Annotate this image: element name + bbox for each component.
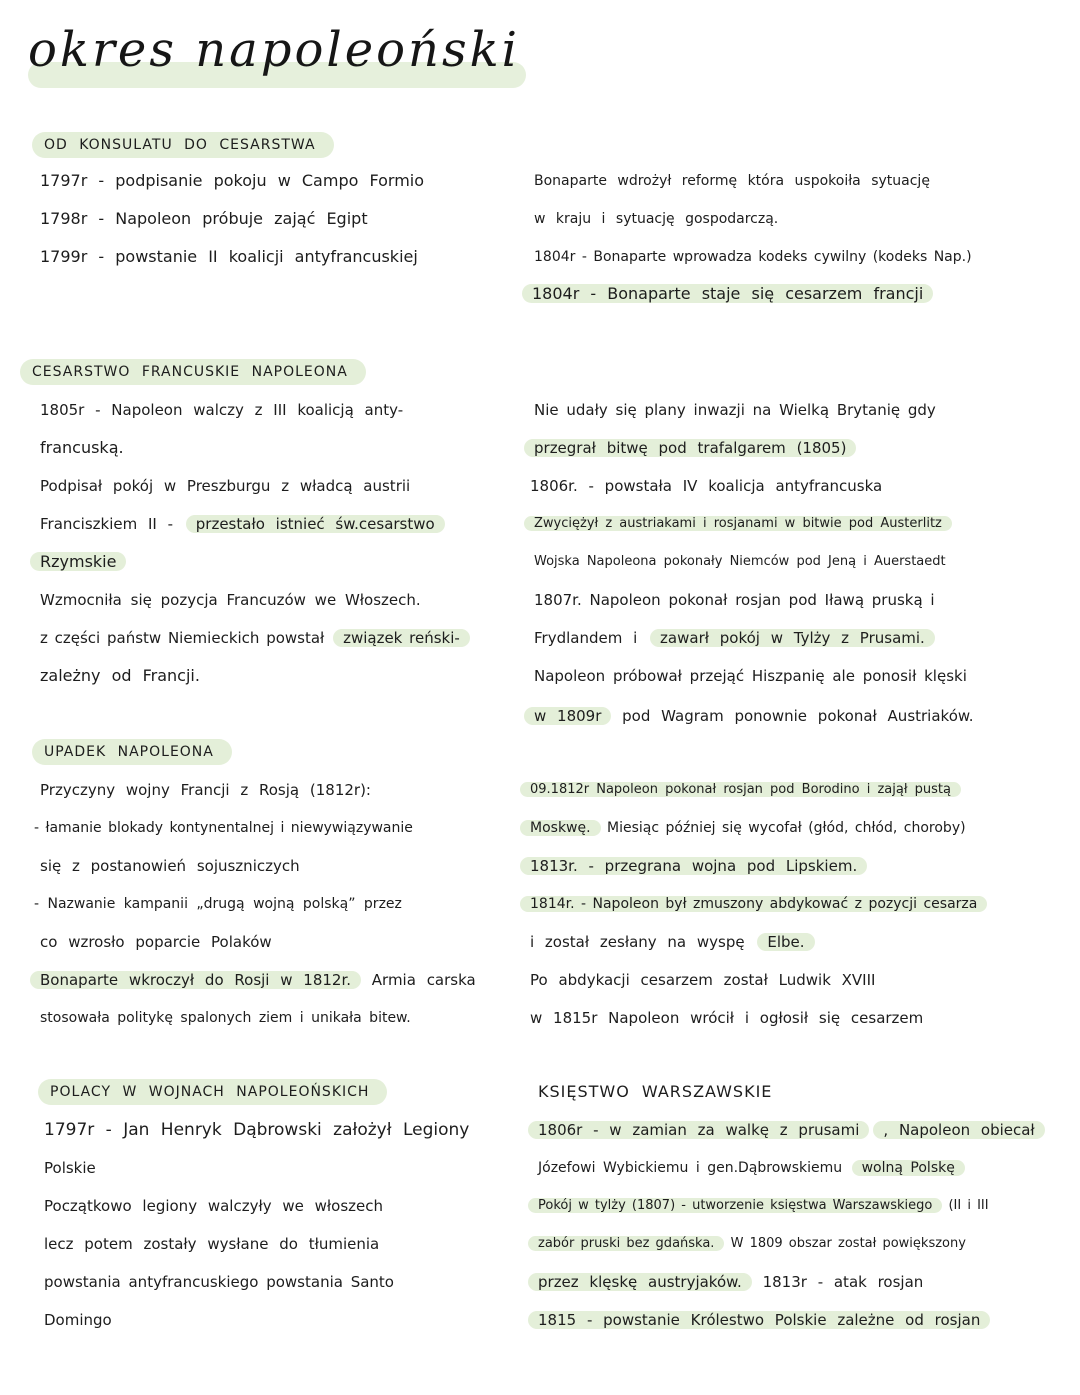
note-line: Wojska Napoleona pokonały Niemców pod Jeną i Auerstaedt: [534, 554, 946, 569]
note-line-highlighted: 1804r - Bonaparte staje się cesarzem francji: [532, 281, 933, 307]
note-line-highlighted: 1815 - powstanie Królestwo Polskie zależne od rosjan: [538, 1307, 990, 1333]
note-line: Wzmocniła się pozycja Francuzów we Włoszech.: [40, 591, 421, 609]
note-line: 1797r - podpisanie pokoju w Campo Formio: [40, 171, 425, 190]
note-line: w 1815r Napoleon wrócił i ogłosił się cesarzem: [530, 1009, 924, 1027]
note-line-highlighted: 1813r. - przegrana wojna pod Lipskiem.: [530, 853, 867, 879]
note-line: Franciszkiem II - przestało istnieć św.cesarstwo: [40, 511, 445, 537]
section-heading-fall: UPADEK NAPOLEONA: [32, 739, 232, 765]
note-line: 1799r - powstanie II koalicji antyfrancuskiej: [40, 247, 418, 266]
note-line: Podpisał pokój w Preszburgu z władcą austrii: [40, 477, 411, 495]
section-heading-poles: POLACY W WOJNACH NAPOLEOŃSKICH: [38, 1079, 387, 1105]
note-line: 1806r - w zamian za walkę z prusami , Napoleon obiecał: [538, 1117, 1045, 1143]
note-line: 1798r - Napoleon próbuje zająć Egipt: [40, 209, 368, 228]
note-line: - łamanie blokady kontynentalnej i niewywiązywanie: [34, 820, 413, 836]
note-line-highlighted: przegrał bitwę pod trafalgarem (1805): [534, 435, 856, 461]
note-line: Domingo: [44, 1311, 112, 1329]
note-line: 1807r. Napoleon pokonał rosjan pod Iławą pruską i: [534, 591, 935, 609]
note-line: Bonaparte wdrożył reformę która uspokoiła sytuację: [534, 173, 930, 189]
note-line: i został zesłany na wyspę Elbe.: [530, 929, 815, 955]
note-line: lecz potem zostały wysłane do tłumienia: [44, 1235, 380, 1253]
note-line: 1806r. - powstała IV koalicja antyfrancuska: [530, 477, 883, 495]
note-line: Moskwę. Miesiąc później się wycofał (głód, chłód, choroby): [530, 815, 966, 841]
note-line: Pokój w tylży (1807) - utworzenie księstwa Warszawskiego (II i III: [538, 1193, 989, 1219]
note-line: - Nazwanie kampanii „drugą wojną polską” przez: [34, 896, 402, 912]
note-line: Nie udały się plany inwazji na Wielką Brytanię gdy: [534, 401, 936, 419]
note-line: 1805r - Napoleon walczy z III koalicją anty-: [40, 401, 404, 419]
note-line: Napoleon próbował przejąć Hiszpanię ale ponosił klęski: [534, 667, 967, 685]
note-line: się z postanowień sojuszniczych: [40, 857, 300, 875]
note-line: Przyczyny wojny Francji z Rosją (1812r):: [40, 781, 371, 799]
note-line: w kraju i sytuację gospodarczą.: [534, 211, 779, 227]
note-line: Po abdykacji cesarzem został Ludwik XVIII: [530, 971, 876, 989]
note-line: zależny od Francji.: [40, 666, 200, 685]
note-line-highlighted: 09.1812r Napoleon pokonał rosjan pod Borodino i zajął pustą: [530, 777, 961, 803]
section-heading-consulate: OD KONSULATU DO CESARSTWA: [32, 132, 334, 158]
note-line: Początkowo legiony walczyły we włoszech: [44, 1197, 384, 1215]
note-line: powstania antyfrancuskiego powstania Santo: [44, 1273, 394, 1291]
note-line: 1804r - Bonaparte wprowadza kodeks cywilny (kodeks Nap.): [534, 249, 972, 265]
note-line: Bonaparte wkroczył do Rosji w 1812r. Armia carska: [40, 967, 476, 993]
note-line: 1797r - Jan Henryk Dąbrowski założył Legiony: [44, 1120, 470, 1140]
note-line: Frydlandem i zawarł pokój w Tylży z Prusami.: [534, 625, 935, 651]
section-heading-duchy: KSIĘSTWO WARSZAWSKIE: [538, 1082, 773, 1101]
note-line: zabór pruski bez gdańska. W 1809 obszar został powiększony: [538, 1231, 966, 1257]
note-line: przez klęskę austryjaków. 1813r - atak rosjan: [538, 1269, 923, 1295]
note-line-highlighted: Zwyciężył z austriakami i rosjanami w bitwie pod Austerlitz: [534, 511, 952, 537]
page-title: okres napoleoński: [28, 22, 520, 78]
note-line: Józefowi Wybickiemu i gen.Dąbrowskiemu wolną Polskę: [538, 1155, 965, 1181]
note-line: co wzrosło poparcie Polaków: [40, 933, 272, 951]
note-line-highlighted: Rzymskie: [40, 549, 126, 575]
note-line: z części państw Niemieckich powstał związek reński-: [40, 625, 470, 651]
note-line: francuską.: [40, 438, 124, 457]
note-line: Polskie: [44, 1159, 96, 1177]
note-line-highlighted: 1814r. - Napoleon był zmuszony abdykować z pozycji cesarza: [530, 891, 987, 917]
section-heading-empire: CESARSTWO FRANCUSKIE NAPOLEONA: [20, 359, 366, 385]
note-line: w 1809r pod Wagram ponownie pokonał Austriaków.: [534, 703, 974, 729]
note-line: stosowała politykę spalonych ziem i unikała bitew.: [40, 1010, 411, 1026]
